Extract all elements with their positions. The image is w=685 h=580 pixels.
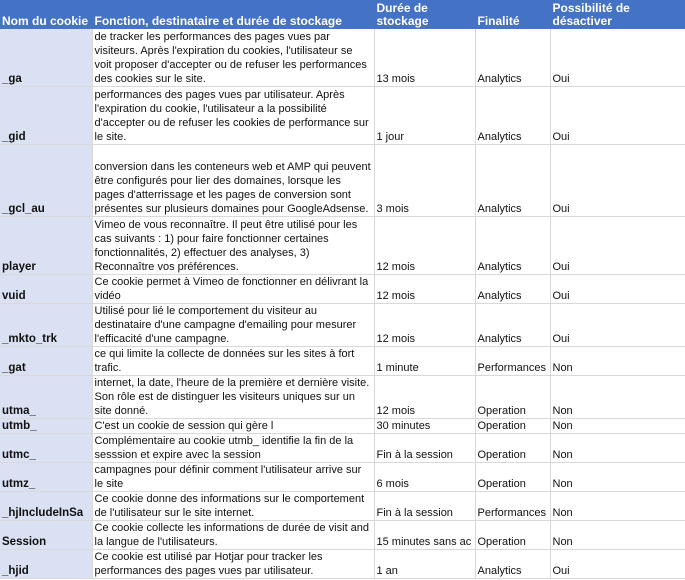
duration-cell[interactable]: 1 minute	[374, 347, 475, 376]
duration-cell[interactable]: 12 mois	[374, 275, 475, 304]
description-cell[interactable]: conversion dans les conteneurs web et AMP qui peuvent être configurés pour lier des domaines, lorsque les pages d'atterrissage et les pages de conversion sont présentes sur plusieurs domaines pour GoogleAdsense.	[92, 145, 374, 217]
optout-cell[interactable]: Oui	[550, 275, 685, 304]
cookie-name-cell[interactable]: _gid	[0, 87, 92, 145]
duration-cell[interactable]: 1 jour	[374, 87, 475, 145]
cookie-name-cell[interactable]: _hjIncludeInSa	[0, 492, 92, 521]
duration-cell[interactable]: Fin à la session	[374, 492, 475, 521]
description-cell[interactable]: Vimeo de vous reconnaître. Il peut être utilisé pour les cas suivants : 1) pour faire fonctionner certaines fonctionnalités, 2) effectuer des analyses, 3) Reconnaître vos préférences.	[92, 217, 374, 275]
purpose-cell[interactable]: Performances	[475, 492, 550, 521]
duration-cell[interactable]: 6 mois	[374, 463, 475, 492]
optout-cell[interactable]: Non	[550, 347, 685, 376]
optout-cell[interactable]: Oui	[550, 29, 685, 87]
optout-cell[interactable]: Non	[550, 419, 685, 434]
header-cookie-name[interactable]: Nom du cookie	[0, 0, 92, 29]
table-row	[0, 217, 685, 275]
purpose-cell[interactable]: Analytics	[475, 145, 550, 217]
cookie-name-cell[interactable]: _gat	[0, 347, 92, 376]
duration-cell[interactable]: 12 mois	[374, 217, 475, 275]
table-row	[0, 463, 685, 492]
table-row	[0, 376, 685, 419]
purpose-cell[interactable]: Performances	[475, 347, 550, 376]
cookie-name-cell[interactable]: _hjid	[0, 550, 92, 579]
cookie-name-cell[interactable]: _mkto_trk	[0, 304, 92, 347]
cookie-name-cell[interactable]: utmc_	[0, 434, 92, 463]
optout-cell[interactable]: Non	[550, 521, 685, 550]
purpose-cell[interactable]: Operation	[475, 419, 550, 434]
purpose-cell[interactable]: Analytics	[475, 217, 550, 275]
optout-cell[interactable]: Oui	[550, 145, 685, 217]
purpose-cell[interactable]: Analytics	[475, 29, 550, 87]
duration-cell[interactable]: 12 mois	[374, 304, 475, 347]
cookie-name-cell[interactable]: player	[0, 217, 92, 275]
header-function[interactable]: Fonction, destinataire et durée de stockage	[92, 0, 374, 29]
optout-cell[interactable]: Oui	[550, 304, 685, 347]
purpose-cell[interactable]: Analytics	[475, 87, 550, 145]
table-row	[0, 29, 685, 87]
purpose-cell[interactable]: Operation	[475, 521, 550, 550]
table-row	[0, 419, 685, 434]
optout-cell[interactable]: Oui	[550, 550, 685, 579]
header-duration[interactable]: Durée de stockage	[374, 0, 475, 29]
purpose-cell[interactable]: Operation	[475, 463, 550, 492]
description-cell[interactable]: Utilisé pour lié le comportement du visiteur au destinataire d'une campagne d'emailing pour mesurer l'efficacité d'une campagne.	[92, 304, 374, 347]
table-row	[0, 434, 685, 463]
header-purpose[interactable]: Finalité	[475, 0, 550, 29]
description-cell[interactable]: performances des pages vues par utilisateur. Après l'expiration du cookie, l'utilisateur a la possibilité d'accepter ou de refuser les cookies de performance sur le site.	[92, 87, 374, 145]
purpose-cell[interactable]: Operation	[475, 376, 550, 419]
table-row	[0, 145, 685, 217]
optout-cell[interactable]: Oui	[550, 217, 685, 275]
duration-cell[interactable]: 30 minutes	[374, 419, 475, 434]
duration-cell[interactable]: 15 minutes sans ac	[374, 521, 475, 550]
description-cell[interactable]: campagnes pour définir comment l'utilisateur arrive sur le site	[92, 463, 374, 492]
description-cell[interactable]: de tracker les performances des pages vues par visiteurs. Après l'expiration du cookies, l'utilisateur se voit proposer d'accepter ou de refuser les performances des cookies sur le site.	[92, 29, 374, 87]
cookie-name-cell[interactable]: vuid	[0, 275, 92, 304]
description-cell[interactable]: internet, la date, l'heure de la première et dernière visite. Son rôle est de distinguer les visiteurs uniques sur un site donné.	[92, 376, 374, 419]
cookie-name-cell[interactable]: utma_	[0, 376, 92, 419]
optout-cell[interactable]: Non	[550, 434, 685, 463]
table-row	[0, 347, 685, 376]
cookie-name-cell[interactable]: Session	[0, 521, 92, 550]
description-cell[interactable]: Ce cookie collecte les informations de durée de visit and la langue de l'utilisateurs.	[92, 521, 374, 550]
cookie-name-cell[interactable]: _ga	[0, 29, 92, 87]
table-row	[0, 492, 685, 521]
description-cell[interactable]: C'est un cookie de session qui gère l	[92, 419, 374, 434]
description-cell[interactable]: Ce cookie donne des informations sur le comportement de l'utilisateur sur le site internet.	[92, 492, 374, 521]
table-row	[0, 304, 685, 347]
duration-cell[interactable]: 1 an	[374, 550, 475, 579]
purpose-cell[interactable]: Analytics	[475, 550, 550, 579]
optout-cell[interactable]: Non	[550, 376, 685, 419]
description-cell[interactable]: Complémentaire au cookie utmb_ identifie la fin de la sesssion et expire avec la session	[92, 434, 374, 463]
duration-cell[interactable]: 12 mois	[374, 376, 475, 419]
description-cell[interactable]: ce qui limite la collecte de données sur les sites à fort trafic.	[92, 347, 374, 376]
cookie-name-cell[interactable]: utmz_	[0, 463, 92, 492]
purpose-cell[interactable]: Analytics	[475, 275, 550, 304]
header-optout[interactable]: Possibilité de désactiver	[550, 0, 685, 29]
table-row	[0, 521, 685, 550]
table-row	[0, 550, 685, 579]
cookie-name-cell[interactable]: utmb_	[0, 419, 92, 434]
description-cell[interactable]: Ce cookie est utilisé par Hotjar pour tracker les performances des pages vues par utilisateur.	[92, 550, 374, 579]
table-row	[0, 275, 685, 304]
duration-cell[interactable]: Fin à la session	[374, 434, 475, 463]
purpose-cell[interactable]: Analytics	[475, 304, 550, 347]
optout-cell[interactable]: Non	[550, 463, 685, 492]
purpose-cell[interactable]: Operation	[475, 434, 550, 463]
description-cell[interactable]: Ce cookie permet à Vimeo de fonctionner en délivrant la vidéo	[92, 275, 374, 304]
duration-cell[interactable]: 3 mois	[374, 145, 475, 217]
cookie-name-cell[interactable]: _gcl_au	[0, 145, 92, 217]
duration-cell[interactable]: 13 mois	[374, 29, 475, 87]
table-row	[0, 87, 685, 145]
optout-cell[interactable]: Non	[550, 492, 685, 521]
optout-cell[interactable]: Oui	[550, 87, 685, 145]
header-row	[0, 0, 685, 29]
